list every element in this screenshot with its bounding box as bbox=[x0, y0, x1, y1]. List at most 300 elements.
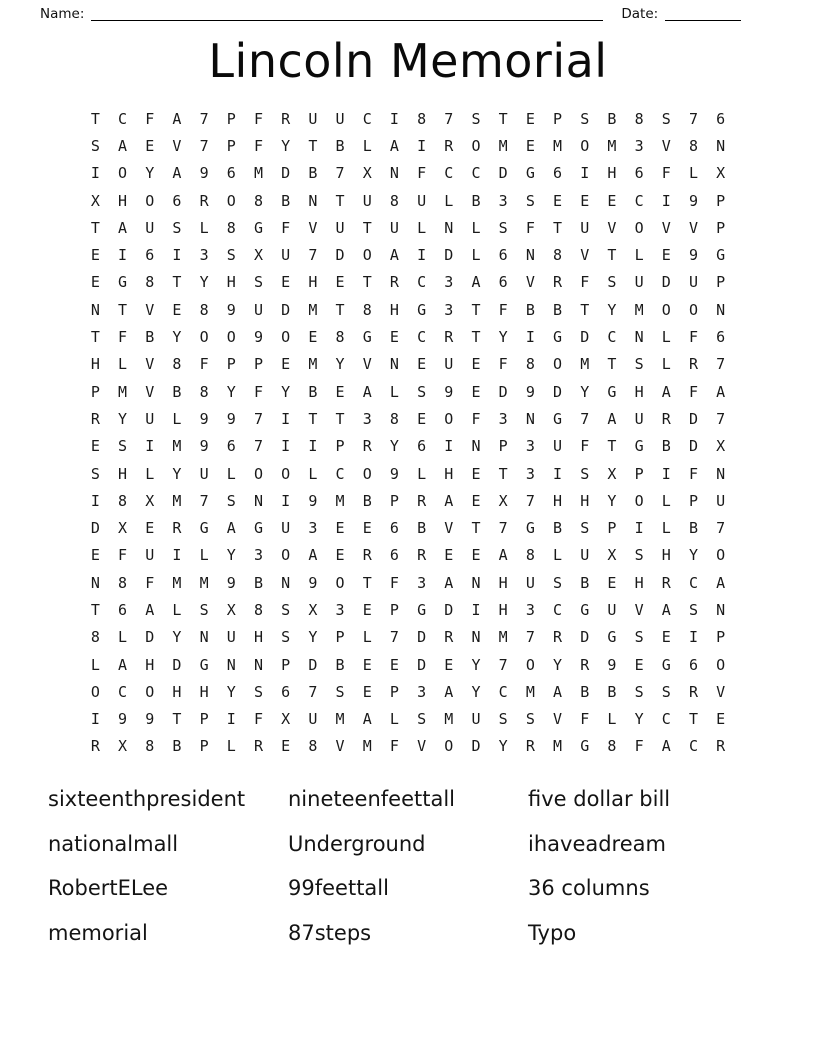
grid-letter: S bbox=[90, 464, 100, 483]
grid-letter: 7 bbox=[716, 409, 726, 428]
grid-letter: N bbox=[90, 573, 100, 592]
grid-letter: U bbox=[145, 218, 155, 237]
grid-letter: T bbox=[335, 409, 345, 428]
grid-letter: U bbox=[471, 710, 481, 729]
grid-row bbox=[82, 514, 735, 541]
grid-letter: E bbox=[308, 328, 318, 347]
grid-letter: T bbox=[308, 136, 318, 155]
grid-letter: B bbox=[362, 491, 372, 510]
grid-letter: 7 bbox=[253, 437, 263, 456]
grid-letter: U bbox=[281, 246, 291, 265]
grid-row bbox=[82, 296, 735, 323]
grid-letter: P bbox=[389, 600, 399, 619]
grid-letter: L bbox=[607, 710, 617, 729]
grid-letter: 7 bbox=[199, 109, 209, 128]
grid-letter: D bbox=[553, 382, 563, 401]
grid-letter: 8 bbox=[118, 573, 128, 592]
grid-letter: I bbox=[281, 409, 291, 428]
grid-letter: E bbox=[335, 519, 345, 538]
grid-letter: U bbox=[525, 573, 535, 592]
grid-letter: E bbox=[553, 191, 563, 210]
grid-letter: G bbox=[199, 519, 209, 538]
grid-letter: E bbox=[444, 655, 454, 674]
grid-letter: D bbox=[661, 273, 671, 292]
grid-letter: F bbox=[253, 710, 263, 729]
grid-row bbox=[82, 132, 735, 159]
grid-letter: G bbox=[525, 519, 535, 538]
grid-letter: L bbox=[362, 136, 372, 155]
grid-letter: 6 bbox=[172, 191, 182, 210]
grid-letter: D bbox=[444, 246, 454, 265]
grid-letter: V bbox=[553, 710, 563, 729]
grid-letter: B bbox=[172, 737, 182, 756]
grid-letter: H bbox=[607, 164, 617, 183]
grid-letter: D bbox=[417, 628, 427, 647]
grid-letter: M bbox=[498, 136, 508, 155]
grid-letter: X bbox=[118, 737, 128, 756]
grid-letter: T bbox=[90, 218, 100, 237]
grid-letter: X bbox=[498, 491, 508, 510]
grid-letter: S bbox=[525, 191, 535, 210]
grid-letter: 7 bbox=[335, 164, 345, 183]
grid-letter: X bbox=[281, 710, 291, 729]
grid-letter: I bbox=[145, 437, 155, 456]
grid-letter: A bbox=[471, 273, 481, 292]
grid-letter: H bbox=[308, 273, 318, 292]
grid-letter: U bbox=[199, 464, 209, 483]
grid-letter: 7 bbox=[525, 491, 535, 510]
grid-letter: X bbox=[226, 600, 236, 619]
grid-letter: H bbox=[580, 491, 590, 510]
grid-letter: R bbox=[661, 573, 671, 592]
grid-letter: L bbox=[118, 355, 128, 374]
grid-letter: S bbox=[253, 273, 263, 292]
grid-letter: N bbox=[253, 655, 263, 674]
grid-letter: R bbox=[281, 109, 291, 128]
grid-letter: N bbox=[253, 491, 263, 510]
grid-letter: I bbox=[172, 546, 182, 565]
grid-letter: T bbox=[90, 600, 100, 619]
grid-letter: D bbox=[90, 519, 100, 538]
grid-letter: F bbox=[253, 109, 263, 128]
grid-letter: A bbox=[716, 382, 726, 401]
grid-letter: F bbox=[118, 546, 128, 565]
grid-letter: P bbox=[716, 191, 726, 210]
grid-letter: E bbox=[145, 136, 155, 155]
grid-letter: V bbox=[145, 382, 155, 401]
grid-letter: E bbox=[90, 246, 100, 265]
grid-letter: B bbox=[172, 382, 182, 401]
grid-letter: H bbox=[199, 682, 209, 701]
grid-letter: F bbox=[389, 737, 399, 756]
grid-letter: Y bbox=[607, 300, 617, 319]
grid-letter: 8 bbox=[253, 600, 263, 619]
grid-letter: U bbox=[145, 546, 155, 565]
grid-letter: L bbox=[661, 491, 671, 510]
grid-letter: P bbox=[607, 519, 617, 538]
grid-letter: O bbox=[688, 300, 698, 319]
grid-row bbox=[82, 678, 735, 705]
grid-letter: M bbox=[362, 737, 372, 756]
grid-letter: E bbox=[525, 109, 535, 128]
grid-letter: A bbox=[362, 710, 372, 729]
grid-letter: L bbox=[308, 464, 318, 483]
grid-letter: B bbox=[525, 300, 535, 319]
grid-letter: 8 bbox=[525, 546, 535, 565]
grid-row bbox=[82, 187, 735, 214]
grid-letter: P bbox=[716, 218, 726, 237]
grid-letter: H bbox=[118, 191, 128, 210]
grid-row bbox=[82, 351, 735, 378]
grid-letter: 7 bbox=[389, 628, 399, 647]
grid-letter: N bbox=[525, 409, 535, 428]
grid-letter: U bbox=[226, 628, 236, 647]
grid-letter: 3 bbox=[525, 600, 535, 619]
grid-letter: T bbox=[308, 409, 318, 428]
grid-letter: L bbox=[634, 246, 644, 265]
grid-letter: 7 bbox=[199, 136, 209, 155]
grid-letter: N bbox=[226, 655, 236, 674]
grid-letter: S bbox=[634, 355, 644, 374]
grid-letter: G bbox=[417, 600, 427, 619]
grid-letter: S bbox=[634, 546, 644, 565]
grid-letter: 9 bbox=[308, 491, 318, 510]
grid-letter: V bbox=[362, 355, 372, 374]
grid-row bbox=[82, 596, 735, 623]
grid-letter: B bbox=[471, 191, 481, 210]
grid-letter: Y bbox=[389, 437, 399, 456]
grid-letter: D bbox=[688, 437, 698, 456]
grid-letter: M bbox=[634, 300, 644, 319]
grid-letter: 3 bbox=[525, 464, 535, 483]
grid-letter: C bbox=[634, 191, 644, 210]
grid-letter: P bbox=[498, 437, 508, 456]
grid-letter: L bbox=[199, 218, 209, 237]
grid-letter: O bbox=[716, 655, 726, 674]
grid-letter: R bbox=[362, 437, 372, 456]
grid-letter: S bbox=[118, 437, 128, 456]
grid-letter: 6 bbox=[281, 682, 291, 701]
grid-letter: O bbox=[226, 328, 236, 347]
grid-letter: A bbox=[118, 136, 128, 155]
grid-letter: D bbox=[281, 300, 291, 319]
grid-letter: O bbox=[716, 546, 726, 565]
grid-letter: P bbox=[716, 628, 726, 647]
grid-letter: T bbox=[471, 328, 481, 347]
grid-letter: O bbox=[661, 300, 671, 319]
word-item: 36 columns bbox=[528, 876, 650, 901]
grid-letter: 8 bbox=[525, 355, 535, 374]
grid-letter: 7 bbox=[199, 491, 209, 510]
grid-letter: U bbox=[634, 409, 644, 428]
grid-letter: U bbox=[362, 191, 372, 210]
grid-letter: R bbox=[553, 628, 563, 647]
grid-letter: 9 bbox=[199, 164, 209, 183]
grid-letter: T bbox=[471, 300, 481, 319]
grid-letter: 6 bbox=[553, 164, 563, 183]
grid-letter: O bbox=[281, 464, 291, 483]
grid-letter: 9 bbox=[145, 710, 155, 729]
grid-letter: F bbox=[661, 164, 671, 183]
grid-letter: O bbox=[281, 546, 291, 565]
grid-letter: R bbox=[525, 737, 535, 756]
grid-letter: N bbox=[444, 218, 454, 237]
grid-letter: N bbox=[471, 437, 481, 456]
grid-letter: 9 bbox=[444, 382, 454, 401]
grid-letter: 7 bbox=[716, 519, 726, 538]
grid-letter: 8 bbox=[634, 109, 644, 128]
grid-letter: N bbox=[389, 355, 399, 374]
grid-letter: A bbox=[118, 655, 128, 674]
grid-letter: Y bbox=[281, 136, 291, 155]
grid-row bbox=[82, 269, 735, 296]
grid-letter: 9 bbox=[525, 382, 535, 401]
grid-letter: R bbox=[417, 546, 427, 565]
grid-letter: F bbox=[145, 109, 155, 128]
grid-letter: I bbox=[90, 491, 100, 510]
grid-letter: L bbox=[90, 655, 100, 674]
grid-letter: L bbox=[661, 328, 671, 347]
grid-letter: D bbox=[498, 382, 508, 401]
grid-letter: S bbox=[688, 600, 698, 619]
grid-letter: R bbox=[444, 628, 454, 647]
grid-letter: 7 bbox=[308, 246, 318, 265]
grid-letter: B bbox=[553, 300, 563, 319]
grid-letter: A bbox=[553, 682, 563, 701]
grid-letter: 6 bbox=[498, 273, 508, 292]
date-blank-line bbox=[665, 6, 741, 21]
grid-letter: 6 bbox=[145, 246, 155, 265]
grid-letter: H bbox=[634, 382, 644, 401]
grid-letter: X bbox=[145, 491, 155, 510]
grid-letter: C bbox=[553, 600, 563, 619]
grid-letter: G bbox=[580, 737, 590, 756]
grid-letter: L bbox=[389, 710, 399, 729]
grid-letter: 3 bbox=[362, 409, 372, 428]
grid-letter: B bbox=[580, 682, 590, 701]
grid-letter: U bbox=[335, 109, 345, 128]
grid-letter: 3 bbox=[417, 573, 427, 592]
grid-letter: D bbox=[471, 737, 481, 756]
grid-letter: C bbox=[498, 682, 508, 701]
grid-letter: S bbox=[417, 382, 427, 401]
grid-letter: L bbox=[661, 355, 671, 374]
grid-letter: 9 bbox=[199, 409, 209, 428]
grid-letter: 8 bbox=[199, 382, 209, 401]
grid-letter: T bbox=[90, 109, 100, 128]
grid-letter: P bbox=[253, 355, 263, 374]
grid-letter: E bbox=[417, 355, 427, 374]
grid-row bbox=[82, 433, 735, 460]
grid-letter: V bbox=[688, 218, 698, 237]
grid-letter: A bbox=[362, 382, 372, 401]
grid-letter: Y bbox=[226, 546, 236, 565]
grid-letter: T bbox=[498, 109, 508, 128]
grid-letter: O bbox=[281, 328, 291, 347]
grid-letter: L bbox=[417, 464, 427, 483]
grid-letter: E bbox=[335, 546, 345, 565]
grid-letter: P bbox=[553, 109, 563, 128]
grid-row bbox=[82, 460, 735, 487]
grid-letter: G bbox=[553, 328, 563, 347]
grid-letter: O bbox=[253, 464, 263, 483]
grid-letter: E bbox=[634, 655, 644, 674]
grid-letter: S bbox=[172, 218, 182, 237]
grid-letter: A bbox=[389, 136, 399, 155]
word-item: Underground bbox=[288, 831, 426, 856]
grid-letter: C bbox=[335, 464, 345, 483]
grid-letter: O bbox=[634, 491, 644, 510]
grid-letter: S bbox=[281, 600, 291, 619]
grid-letter: M bbox=[172, 491, 182, 510]
name-blank-line bbox=[91, 6, 603, 21]
grid-letter: L bbox=[661, 519, 671, 538]
grid-letter: H bbox=[172, 682, 182, 701]
grid-letter: V bbox=[308, 218, 318, 237]
grid-letter: F bbox=[118, 328, 128, 347]
grid-letter: 6 bbox=[389, 519, 399, 538]
grid-letter: E bbox=[362, 600, 372, 619]
grid-letter: N bbox=[90, 300, 100, 319]
grid-letter: M bbox=[335, 710, 345, 729]
grid-letter: C bbox=[444, 164, 454, 183]
grid-letter: O bbox=[444, 737, 454, 756]
grid-letter: T bbox=[580, 300, 590, 319]
grid-letter: 7 bbox=[688, 109, 698, 128]
grid-letter: X bbox=[308, 600, 318, 619]
grid-letter: Y bbox=[145, 164, 155, 183]
grid-letter: U bbox=[716, 491, 726, 510]
grid-letter: V bbox=[417, 737, 427, 756]
grid-letter: S bbox=[661, 109, 671, 128]
grid-letter: 9 bbox=[226, 573, 236, 592]
grid-letter: S bbox=[634, 628, 644, 647]
word-item: 87steps bbox=[288, 920, 372, 945]
grid-letter: C bbox=[417, 328, 427, 347]
grid-row bbox=[82, 733, 735, 760]
grid-letter: U bbox=[281, 519, 291, 538]
grid-letter: F bbox=[580, 273, 590, 292]
grid-letter: I bbox=[580, 164, 590, 183]
grid-letter: A bbox=[444, 573, 454, 592]
grid-letter: S bbox=[199, 600, 209, 619]
grid-letter: T bbox=[688, 710, 698, 729]
grid-letter: U bbox=[308, 109, 318, 128]
grid-letter: U bbox=[634, 273, 644, 292]
grid-letter: 3 bbox=[444, 273, 454, 292]
grid-letter: L bbox=[553, 546, 563, 565]
grid-letter: L bbox=[417, 218, 427, 237]
grid-letter: E bbox=[661, 628, 671, 647]
grid-letter: 7 bbox=[498, 655, 508, 674]
grid-letter: D bbox=[172, 655, 182, 674]
grid-letter: Y bbox=[471, 682, 481, 701]
grid-letter: N bbox=[634, 328, 644, 347]
grid-letter: E bbox=[389, 328, 399, 347]
grid-letter: X bbox=[362, 164, 372, 183]
grid-letter: M bbox=[172, 573, 182, 592]
header-row bbox=[0, 0, 816, 22]
grid-letter: B bbox=[580, 573, 590, 592]
word-item: memorial bbox=[48, 920, 148, 945]
grid-letter: 3 bbox=[308, 519, 318, 538]
grid-letter: Y bbox=[281, 382, 291, 401]
grid-letter: R bbox=[716, 737, 726, 756]
grid-letter: 8 bbox=[118, 491, 128, 510]
grid-letter: F bbox=[580, 437, 590, 456]
grid-letter: P bbox=[335, 628, 345, 647]
grid-letter: N bbox=[716, 600, 726, 619]
grid-letter: H bbox=[634, 573, 644, 592]
grid-letter: O bbox=[362, 246, 372, 265]
grid-letter: G bbox=[417, 300, 427, 319]
grid-letter: G bbox=[199, 655, 209, 674]
grid-letter: I bbox=[525, 328, 535, 347]
grid-letter: T bbox=[471, 519, 481, 538]
grid-letter: M bbox=[607, 136, 617, 155]
grid-row bbox=[82, 105, 735, 132]
grid-letter: A bbox=[308, 546, 318, 565]
grid-letter: 6 bbox=[634, 164, 644, 183]
grid-letter: N bbox=[199, 628, 209, 647]
grid-letter: F bbox=[688, 328, 698, 347]
grid-letter: F bbox=[688, 464, 698, 483]
grid-letter: E bbox=[417, 409, 427, 428]
grid-letter: N bbox=[308, 191, 318, 210]
grid-letter: V bbox=[145, 355, 155, 374]
grid-letter: 7 bbox=[525, 628, 535, 647]
grid-letter: G bbox=[253, 218, 263, 237]
grid-letter: T bbox=[553, 218, 563, 237]
grid-letter: E bbox=[362, 519, 372, 538]
grid-letter: T bbox=[607, 437, 617, 456]
grid-letter: D bbox=[335, 246, 345, 265]
word-search-grid bbox=[82, 105, 735, 760]
grid-letter: 9 bbox=[118, 710, 128, 729]
grid-letter: L bbox=[471, 218, 481, 237]
grid-letter: O bbox=[444, 409, 454, 428]
grid-letter: F bbox=[253, 382, 263, 401]
grid-letter: I bbox=[417, 246, 427, 265]
grid-letter: G bbox=[607, 628, 617, 647]
grid-letter: P bbox=[199, 737, 209, 756]
grid-letter: D bbox=[308, 655, 318, 674]
grid-letter: 6 bbox=[118, 600, 128, 619]
grid-letter: B bbox=[145, 328, 155, 347]
grid-letter: X bbox=[90, 191, 100, 210]
grid-letter: 8 bbox=[145, 273, 155, 292]
grid-letter: L bbox=[145, 464, 155, 483]
grid-letter: T bbox=[172, 273, 182, 292]
grid-letter: G bbox=[553, 409, 563, 428]
grid-letter: A bbox=[145, 600, 155, 619]
grid-letter: Y bbox=[172, 628, 182, 647]
grid-letter: M bbox=[525, 682, 535, 701]
grid-letter: D bbox=[444, 600, 454, 619]
grid-letter: 8 bbox=[688, 136, 698, 155]
grid-letter: O bbox=[118, 164, 128, 183]
word-list bbox=[0, 760, 816, 963]
grid-letter: R bbox=[199, 191, 209, 210]
grid-letter: H bbox=[226, 273, 236, 292]
grid-letter: R bbox=[253, 737, 263, 756]
grid-letter: Y bbox=[226, 682, 236, 701]
grid-letter: B bbox=[335, 655, 345, 674]
grid-row bbox=[82, 241, 735, 268]
grid-letter: E bbox=[661, 246, 671, 265]
grid-letter: P bbox=[634, 464, 644, 483]
grid-letter: H bbox=[253, 628, 263, 647]
